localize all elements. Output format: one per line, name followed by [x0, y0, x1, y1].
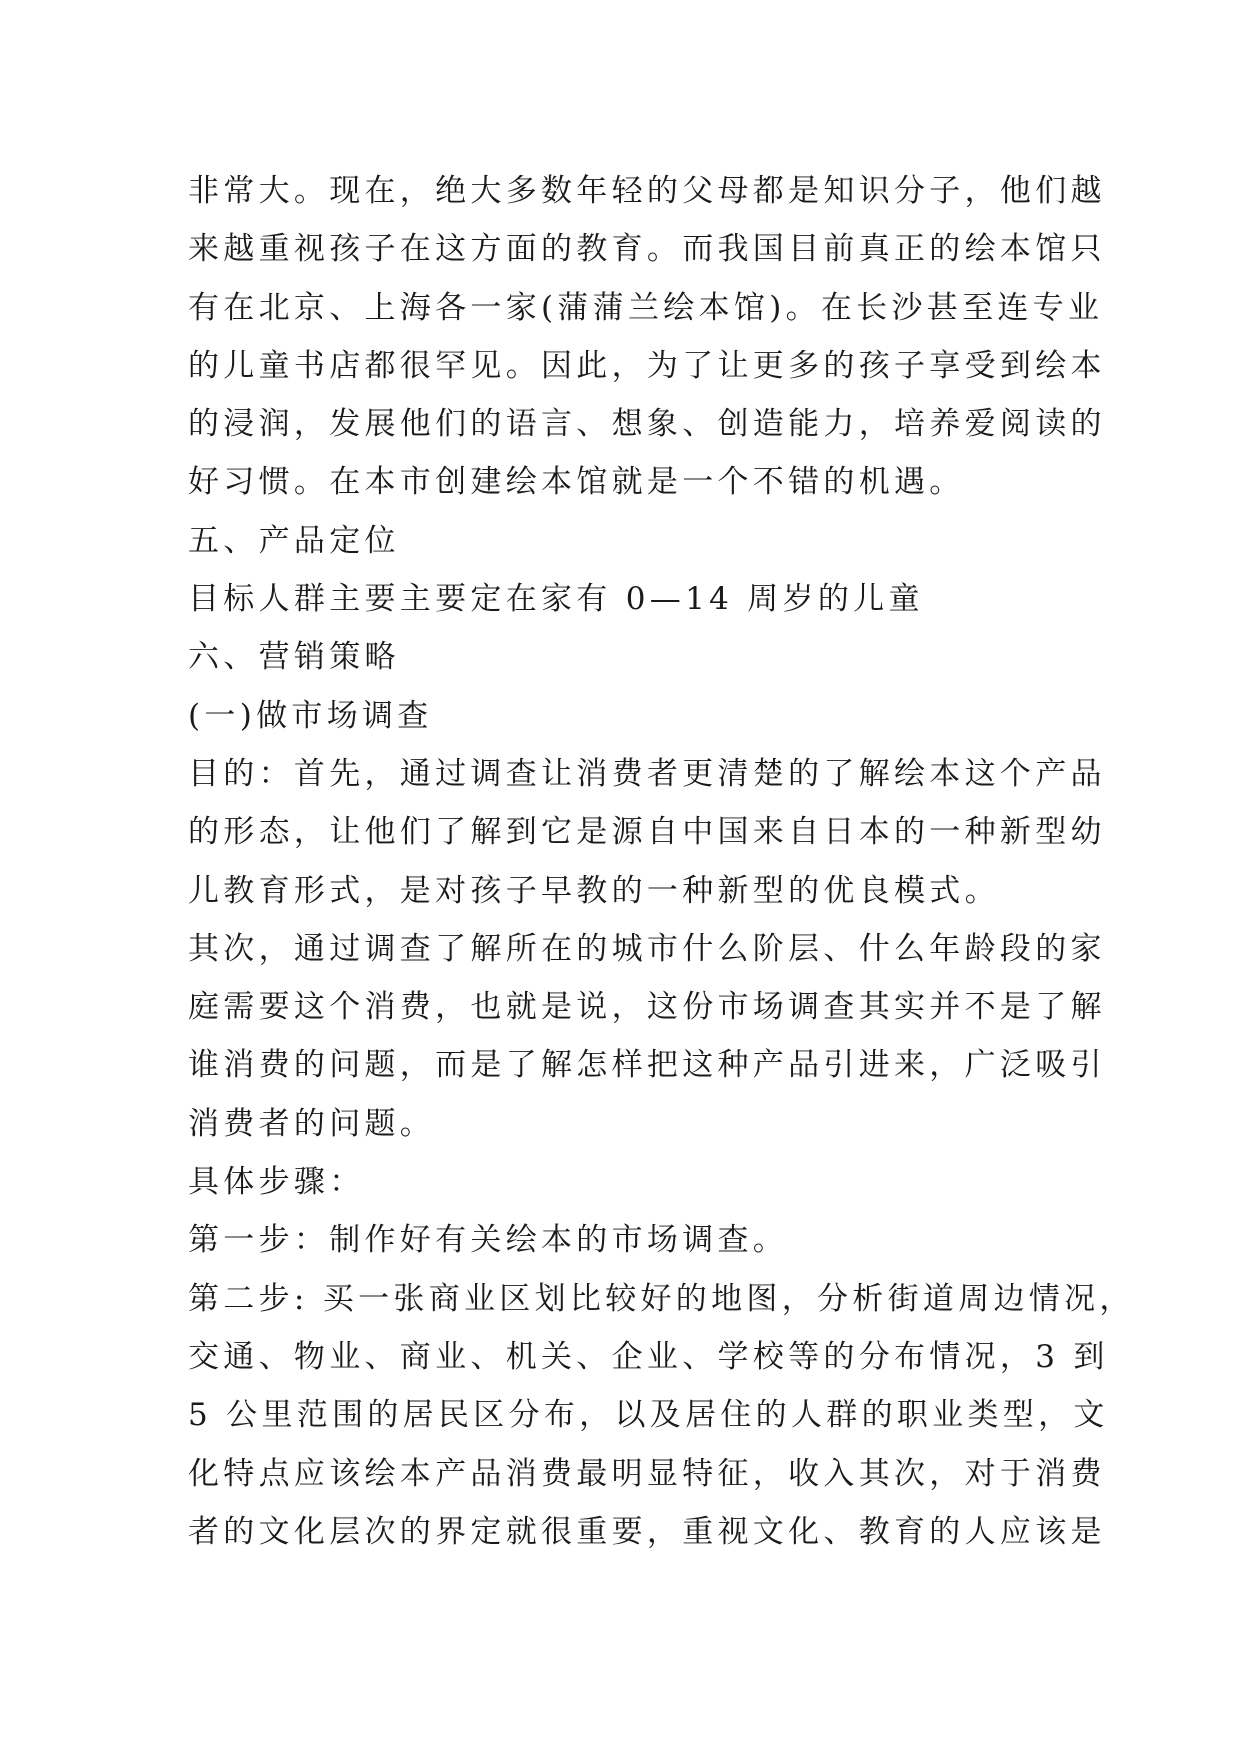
text-line: 者的文化层次的界定就很重要，重视文化、教育的人应该是: [188, 1513, 1106, 1550]
text-line: 的形态，让他们了解到它是源自中国来自日本的一种新型幼: [188, 814, 1106, 851]
text-line: 有在北京、上海各一家(蒲蒲兰绘本馆)。在长沙甚至连专业: [188, 289, 1104, 326]
text-line: 的浸润，发展他们的语言、想象、创造能力，培养爱阅读的: [188, 406, 1106, 443]
text-line: 的儿童书店都很罕见。因此，为了让更多的孩子享受到绘本: [188, 347, 1106, 384]
text-line: 来越重视孩子在这方面的教育。而我国目前真正的绘本馆只: [188, 231, 1106, 268]
text-line: 儿教育形式，是对孩子早教的一种新型的优良模式。: [188, 872, 1000, 909]
text-line: 庭需要这个消费，也就是说，这份市场调查其实并不是了解: [188, 989, 1106, 1026]
text-line: 其次，通过调查了解所在的城市什么阶层、什么年龄段的家: [188, 930, 1106, 967]
text-line: 五、产品定位: [188, 522, 400, 559]
text-line: 目的：首先，通过调查让消费者更清楚的了解绘本这个产品: [188, 755, 1106, 792]
text-line: 好习惯。在本市创建绘本馆就是一个不错的机遇。: [188, 464, 965, 501]
text-line: 非常大。现在，绝大多数年轻的父母都是知识分子，他们越: [188, 173, 1106, 209]
text-line: 六、营销策略: [188, 639, 400, 676]
text-line: 谁消费的问题，而是了解怎样把这种产品引进来，广泛吸引: [188, 1047, 1106, 1084]
text-line: 第一步：制作好有关绘本的市场调查。: [188, 1222, 789, 1259]
text-line: 具体步骤：: [188, 1164, 365, 1201]
document-body: [188, 162, 1135, 1561]
text-line: 第二步: 买一张商业区划比较好的地图，分析街道周边情况，: [188, 1280, 1135, 1317]
text-line: 交通、物业、商业、机关、企业、学校等的分布情况，3 到: [188, 1338, 1109, 1375]
text-line: 目标人群主要主要定在家有 0—14 周岁的儿童: [188, 581, 924, 618]
text-line: 化特点应该绘本产品消费最明显特征，收入其次，对于消费: [188, 1455, 1106, 1492]
text-line: (一)做市场调查: [188, 697, 433, 734]
text-line: 5 公里范围的居民区分布，以及居住的人群的职业类型，文: [188, 1397, 1109, 1434]
text-line: 消费者的问题。: [188, 1105, 436, 1142]
